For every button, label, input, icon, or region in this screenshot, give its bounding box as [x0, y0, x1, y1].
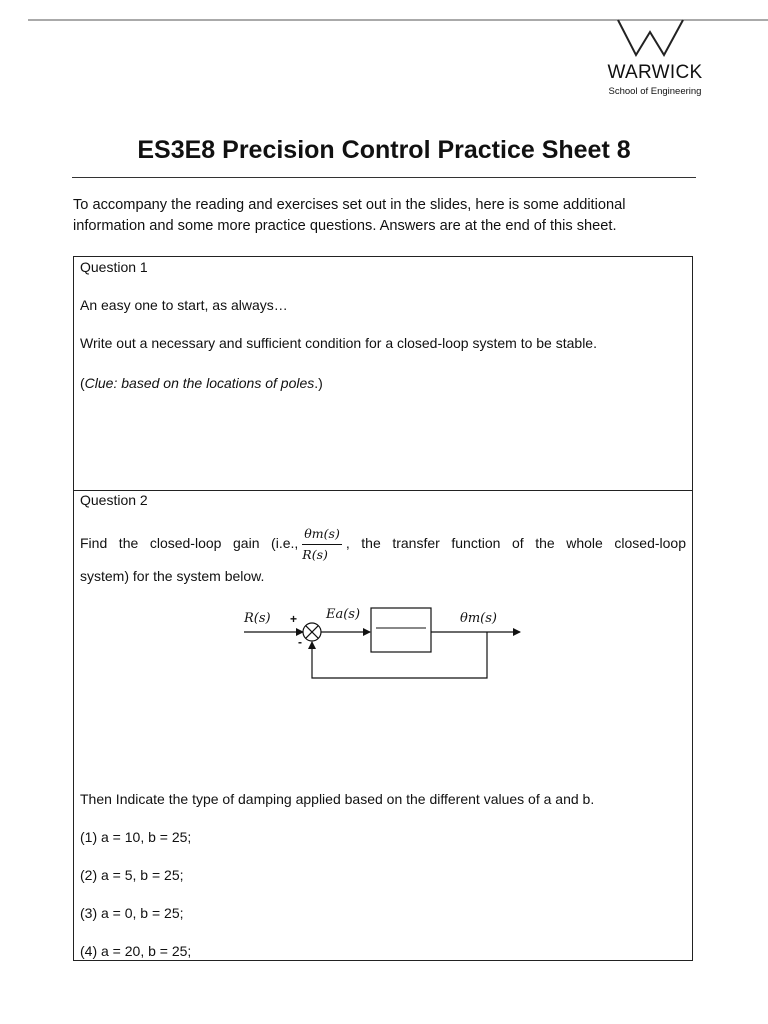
fraction-denominator: R(s): [302, 547, 328, 562]
clue-open-paren: (: [80, 375, 85, 391]
title-divider: [72, 177, 696, 178]
question-table: [73, 256, 693, 961]
plant-block: [371, 608, 431, 652]
plus-sign: +: [290, 612, 298, 626]
prompt-suffix: , the transfer function of the whole closed-loop: [345, 535, 686, 552]
question-1-clue: [80, 374, 686, 392]
fraction-numerator: θm(s): [302, 525, 342, 545]
question-2-cell: [74, 490, 692, 961]
minus-sign: -: [298, 635, 302, 649]
case-4: (4) a = 20, b = 25;: [80, 943, 192, 959]
header-rule-with-logo-mark: [0, 0, 768, 60]
question-2-prompt-line-1: [80, 525, 686, 564]
question-1-heading: Question 1: [80, 259, 148, 275]
page-title: ES3E8 Precision Control Practice Sheet 8: [137, 136, 631, 164]
clue-close: .): [314, 375, 323, 391]
summing-junction: [303, 623, 321, 641]
question-1-intro: An easy one to start, as always…: [80, 297, 288, 313]
question-2-heading: Question 2: [80, 492, 148, 508]
intro-paragraph: To accompany the reading and exercises set out in the slides, here is some additional information and some more practice questions. Answers are at the end of this sheet.: [73, 197, 626, 234]
question-1-prompt: Write out a necessary and sufficient condition for a closed-loop system to be stable.: [80, 335, 597, 351]
clue-text: Clue: based on the locations of poles: [84, 375, 315, 391]
question-1-cell: [74, 257, 692, 490]
case-1: (1) a = 10, b = 25;: [80, 829, 192, 845]
logo-subtitle: School of Engineering: [608, 86, 702, 97]
closed-loop-gain-fraction: [302, 525, 342, 564]
case-3: (3) a = 0, b = 25;: [80, 905, 184, 921]
damping-prompt: Then Indicate the type of damping applied based on the different values of a and b.: [80, 791, 595, 807]
case-2: (2) a = 5, b = 25;: [80, 867, 184, 883]
output-label: θm(s): [460, 611, 497, 626]
block-diagram: [234, 604, 534, 694]
question-2-prompt-line-2: system) for the system below.: [80, 568, 265, 584]
prompt-prefix: Find the closed-loop gain (i.e.,: [80, 535, 299, 552]
warwick-logo: [580, 62, 730, 97]
logo-wordmark: WARWICK: [607, 62, 703, 83]
error-label: Ea(s): [326, 607, 361, 622]
input-label: R(s): [244, 611, 271, 626]
